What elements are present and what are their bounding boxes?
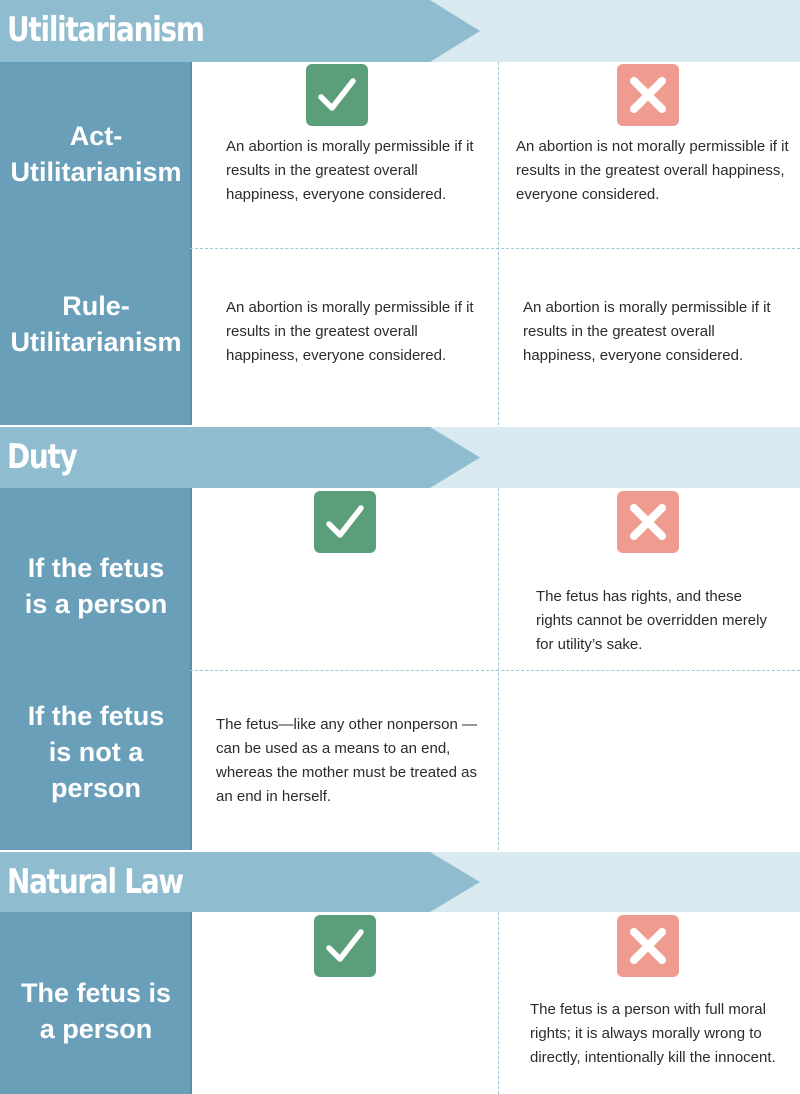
column-divider	[498, 912, 499, 1094]
row-label: If the fetus is not a person	[27, 701, 165, 803]
check-mark-icon	[314, 915, 376, 977]
row-label-column	[0, 62, 192, 425]
cross-mark-icon	[617, 491, 679, 553]
row-label: If the fetus is a person	[24, 553, 168, 619]
row-divider	[190, 248, 800, 249]
section-title: Natural Law	[7, 862, 183, 902]
check-mark-icon	[306, 64, 368, 126]
row-label: Rule- Utilitarianism	[10, 291, 182, 357]
permissible-cell: An abortion is morally permissible if it results in the greatest overall happiness, everyone considered.	[226, 299, 474, 364]
section-title: Utilitarianism	[7, 10, 204, 50]
permissible-cell: The fetus—like any other nonperson —can be used as a means to an end, whereas the mother must be treated as an end in herself.	[216, 716, 477, 805]
impermissible-cell: An abortion is not morally permissible if it results in the greatest overall happiness, everyone considered.	[516, 138, 789, 203]
impermissible-cell: An abortion is morally permissible if it results in the greatest overall happiness, everyone considered.	[523, 299, 771, 364]
cross-mark-icon	[617, 64, 679, 126]
check-mark-icon	[314, 491, 376, 553]
section-title: Duty	[7, 437, 77, 477]
column-divider	[498, 488, 499, 850]
impermissible-cell: The fetus has rights, and these rights cannot be overridden merely for utility’s sake.	[536, 588, 767, 653]
cross-mark-icon	[617, 915, 679, 977]
column-divider	[498, 62, 499, 425]
permissible-cell: An abortion is morally permissible if it results in the greatest overall happiness, everyone considered.	[226, 138, 474, 203]
row-label: Act- Utilitarianism	[10, 121, 182, 187]
impermissible-cell: The fetus is a person with full moral rights; it is always morally wrong to directly, intentionally kill the innocent.	[530, 1001, 776, 1066]
row-label: The fetus is a person	[20, 978, 172, 1044]
row-divider	[190, 670, 800, 671]
